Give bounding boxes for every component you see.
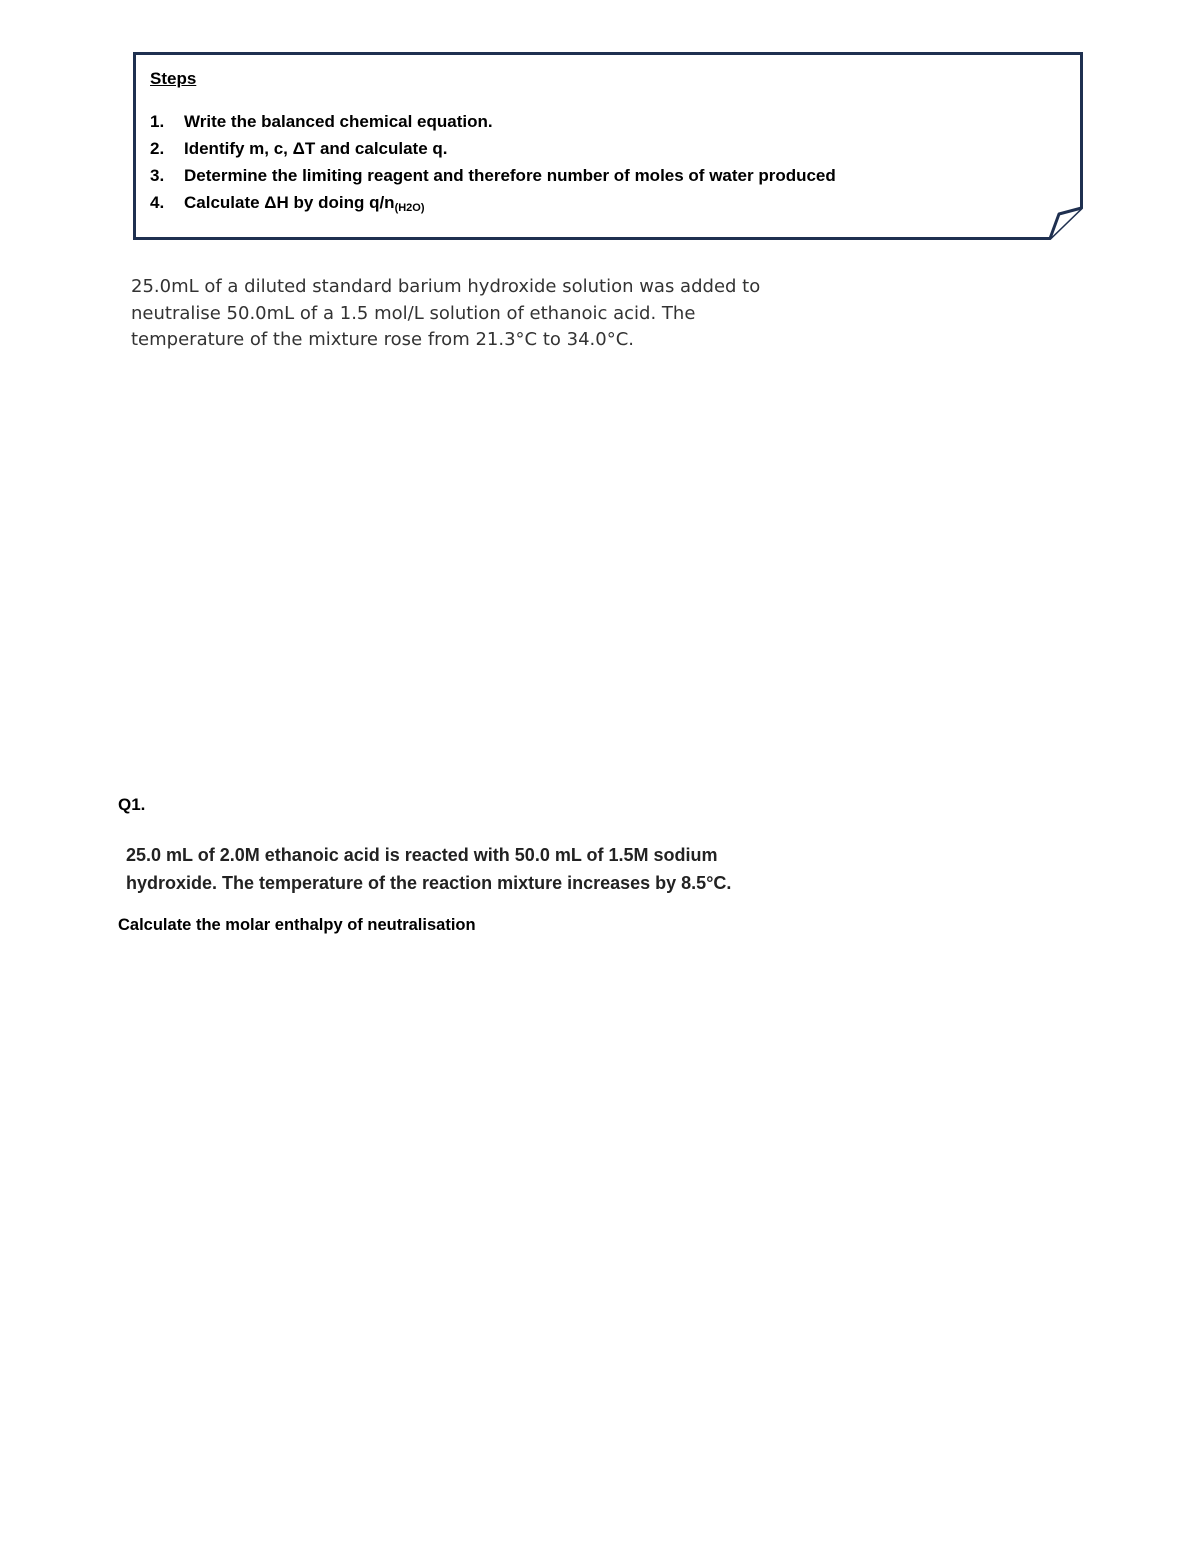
step-item: [150, 135, 1043, 162]
step-item: [150, 108, 1043, 135]
example-problem-line: 25.0mL of a diluted standard barium hydroxide solution was added to: [131, 276, 761, 297]
step-item: [150, 162, 1043, 189]
steps-box: [133, 52, 1083, 240]
question-text: [126, 841, 826, 897]
step-text-main: Calculate ΔH by doing q/n: [184, 193, 395, 212]
step-item: [150, 189, 1043, 222]
step-number: 4.: [150, 193, 165, 212]
step-subscript: (H2O): [394, 202, 425, 214]
step-number: 2.: [150, 139, 165, 158]
steps-title: Steps: [150, 69, 197, 88]
step-text: Identify m, c, ΔT and calculate q.: [184, 139, 448, 158]
question-label: Q1.: [118, 795, 146, 814]
step-text: Determine the limiting reagent and therefore number of moles of water produced: [184, 166, 836, 185]
step-number: 3.: [150, 166, 165, 185]
steps-list: [150, 108, 1043, 222]
steps-content: [150, 68, 1043, 222]
step-text: [184, 189, 425, 222]
question-instruction: Calculate the molar enthalpy of neutralisation: [118, 916, 476, 934]
question-text-line: hydroxide. The temperature of the reaction mixture increases by 8.5°C.: [126, 873, 732, 893]
example-problem-line: temperature of the mixture rose from 21.3°C to 34.0°C.: [131, 329, 634, 350]
example-problem-line: neutralise 50.0mL of a 1.5 mol/L solution of ethanoic acid. The: [131, 302, 696, 324]
step-number: 1.: [150, 112, 165, 131]
step-text: Write the balanced chemical equation.: [184, 112, 493, 131]
question-text-line: 25.0 mL of 2.0M ethanoic acid is reacted with 50.0 mL of 1.5M sodium: [126, 845, 718, 865]
example-problem: [131, 274, 851, 354]
